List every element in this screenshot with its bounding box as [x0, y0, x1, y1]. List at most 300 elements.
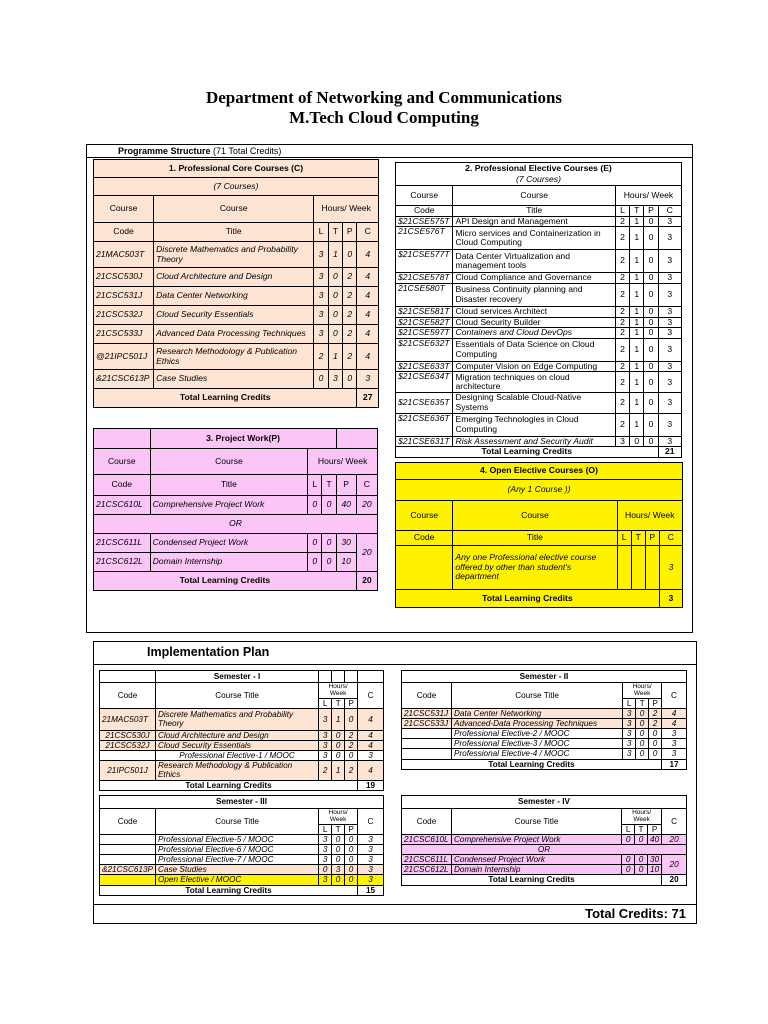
credits: 4: [357, 242, 379, 268]
hours-t: 0: [635, 855, 648, 865]
hours-p: 0: [649, 729, 662, 739]
table-row: [396, 436, 682, 447]
credits: 4: [357, 325, 379, 344]
divider: [93, 664, 697, 665]
table-row: [396, 317, 682, 328]
hours-p: 30: [648, 855, 662, 865]
table-row: [94, 370, 379, 389]
hours-t: 1: [332, 761, 345, 780]
hours-t: 0: [322, 553, 336, 572]
credits: 20: [356, 496, 377, 515]
credits: 20: [662, 855, 687, 875]
col-code: Code: [100, 683, 156, 709]
course-code: 21CSC532J: [94, 306, 154, 325]
course-title: Open Elective / MOOC: [155, 875, 318, 885]
credits: 3: [662, 739, 687, 749]
hours-t: 0: [322, 534, 336, 553]
hours-t: 1: [630, 413, 644, 436]
hours-p: 0: [644, 216, 658, 227]
hours-l: 2: [615, 250, 629, 273]
credits: 3: [662, 749, 687, 759]
course-code: 21CSC611L: [94, 534, 151, 553]
hours-p: 40: [648, 834, 662, 844]
credits: 3: [659, 546, 682, 590]
hours-l: 3: [314, 268, 328, 287]
hours-p: 0: [644, 328, 658, 339]
course-code: 21CSC610L: [94, 496, 151, 515]
project-col-code: Course: [94, 449, 151, 475]
table-row: [396, 328, 682, 339]
course-title: Condensed Project Work: [150, 534, 308, 553]
hours-p: 0: [644, 372, 658, 393]
hours-l: 2: [615, 283, 629, 306]
course-code: @21IPC501J: [94, 344, 154, 370]
course-title: Case Studies: [155, 865, 318, 875]
hours-l: 0: [622, 834, 635, 844]
course-code: &21CSC613P: [100, 865, 156, 875]
course-code: $21CSE635T: [396, 393, 453, 413]
course-code: 21CSC533J: [94, 325, 154, 344]
course-title: Professional Elective-2 / MOOC: [451, 729, 622, 739]
hours-t: 0: [328, 306, 342, 325]
hours-t: 0: [328, 287, 342, 306]
project-col-hours: Hours/ Week: [308, 449, 378, 475]
course-code: 21CSC531J: [402, 708, 452, 718]
hours-l: 2: [615, 338, 629, 361]
credits: 3: [658, 250, 681, 273]
hours-l: 2: [615, 413, 629, 436]
hours-t: 1: [630, 317, 644, 328]
credits: 3: [658, 413, 681, 436]
project-col-c: C: [356, 475, 377, 496]
elective-courses-table: [395, 162, 682, 458]
hours-t: 1: [630, 393, 644, 413]
or-separator: OR: [402, 844, 687, 854]
hours-t: 1: [332, 708, 345, 730]
hours-l: 3: [314, 242, 328, 268]
col-p: P: [345, 824, 358, 834]
open-total: 3: [659, 590, 682, 608]
total-label: Total Learning Credits: [100, 780, 358, 790]
course-code: 21MAC503T: [94, 242, 154, 268]
open-title: 4. Open Elective Courses (O): [396, 463, 683, 480]
table-row: [396, 413, 682, 436]
col-l: L: [623, 698, 636, 708]
hours-l: 2: [615, 361, 629, 372]
credits: 4: [358, 761, 384, 780]
hours-p: 2: [343, 325, 357, 344]
hours-l: 3: [615, 436, 629, 447]
credits: 20: [662, 834, 687, 844]
table-row: [100, 761, 384, 780]
grand-total-credits: Total Credits: 71: [585, 906, 686, 921]
course-code: 21CSE580T: [396, 283, 453, 306]
hours-l: 0: [308, 553, 322, 572]
core-col-l: L: [314, 223, 328, 242]
course-code: $21CSE634T: [396, 372, 453, 393]
course-title: Discrete Mathematics and Probability Theory: [154, 242, 314, 268]
core-col-t: T: [328, 223, 342, 242]
course-title: Cloud Security Builder: [453, 317, 615, 328]
table-row: [402, 708, 687, 718]
hours-p: 0: [343, 242, 357, 268]
core-total-label: Total Learning Credits: [94, 389, 357, 408]
open-col-title2: Title: [453, 531, 617, 546]
hours-t: 1: [630, 361, 644, 372]
table-row: [100, 834, 384, 844]
hours-t: 0: [332, 751, 345, 761]
course-title: Cloud Architecture and Design: [154, 268, 314, 287]
hours-t: 1: [328, 344, 342, 370]
hours-p: 0: [343, 370, 357, 389]
or-separator: OR: [94, 515, 378, 534]
course-code: 21CSC531J: [94, 287, 154, 306]
core-col-title2: Title: [154, 223, 314, 242]
project-title: 3. Project Work(P): [150, 429, 336, 449]
hours-t: 0: [636, 718, 649, 728]
course-title: Cloud Architecture and Design: [155, 730, 318, 740]
project-total: 20: [356, 572, 377, 591]
semester-total: 20: [662, 875, 687, 885]
table-row: [94, 553, 378, 572]
semester-1-table: [99, 670, 384, 791]
table-row: [94, 242, 379, 268]
hours-t: 0: [635, 834, 648, 844]
credits: 3: [357, 370, 379, 389]
hours-p: 2: [343, 287, 357, 306]
table-row: [402, 834, 687, 844]
credits: 3: [358, 875, 384, 885]
course-code: 21CSC530J: [100, 730, 156, 740]
course-code: $21CSE633T: [396, 361, 453, 372]
course-code: $21CSE597T: [396, 328, 453, 339]
project-col-title2: Title: [150, 475, 308, 496]
course-code: [100, 751, 156, 761]
course-code: 21CSC611L: [402, 855, 452, 865]
course-title: Business Continuity planning and Disaster recovery: [453, 283, 615, 306]
col-course-title: Course Title: [451, 683, 622, 709]
elective-col-hours: Hours/ Week: [615, 186, 681, 206]
hours-l: 0: [308, 496, 322, 515]
semester-title: Semester - IV: [402, 796, 687, 809]
hours-t: 0: [636, 749, 649, 759]
course-code: [100, 875, 156, 885]
table-row: [100, 708, 384, 730]
project-col-l: L: [308, 475, 322, 496]
credits: 3: [658, 372, 681, 393]
course-title: Data Center Networking: [154, 287, 314, 306]
total-label: Total Learning Credits: [402, 875, 662, 885]
course-title: Research Methodology & Publication Ethics: [154, 344, 314, 370]
course-title: Cloud Compliance and Governance: [453, 273, 615, 284]
credits: 3: [358, 834, 384, 844]
course-title: Discrete Mathematics and Probability Theory: [155, 708, 318, 730]
table-row: [100, 875, 384, 885]
hours-p: 2: [343, 344, 357, 370]
hours-p: 0: [644, 338, 658, 361]
col-code: Code: [100, 809, 156, 835]
semester-total: 19: [358, 780, 384, 790]
course-code: $21CSE578T: [396, 273, 453, 284]
course-code: 21CSC533J: [402, 718, 452, 728]
elective-subtitle: (7 Courses): [396, 175, 682, 186]
col-hours: Hours/ Week: [622, 809, 662, 825]
open-col-title: Course: [453, 501, 617, 531]
col-hours: Hours/ Week: [319, 683, 358, 699]
hours-l: 3: [319, 708, 332, 730]
credits: 3: [658, 273, 681, 284]
hours-p: 0: [345, 855, 358, 865]
course-title: Designing Scalable Cloud-Native Systems: [453, 393, 615, 413]
table-row: [402, 718, 687, 728]
credits: 4: [357, 306, 379, 325]
col-t: T: [332, 824, 345, 834]
hours-t: 0: [635, 865, 648, 875]
hours-l: 3: [623, 718, 636, 728]
semester-title: Semester - II: [402, 671, 687, 683]
table-row: [396, 283, 682, 306]
course-code: $21CSE632T: [396, 338, 453, 361]
semester-2-table: [401, 670, 687, 770]
course-code: 21CSC532J: [100, 740, 156, 750]
hours-t: 0: [322, 496, 336, 515]
divider: [86, 157, 693, 158]
credits: 4: [662, 718, 687, 728]
hours-p: 0: [644, 393, 658, 413]
hours-t: 1: [630, 250, 644, 273]
hours-l: 3: [319, 834, 332, 844]
col-l: L: [319, 698, 332, 708]
course-code: &21CSC613P: [94, 370, 154, 389]
credits: 3: [658, 216, 681, 227]
col-hours: Hours/ Week: [623, 683, 662, 699]
credits: 3: [658, 361, 681, 372]
project-col-code2: Code: [94, 475, 151, 496]
col-code: Code: [402, 809, 452, 835]
open-col-hours: Hours/ Week: [617, 501, 682, 531]
open-elective-table: [395, 462, 683, 608]
credits: 4: [357, 268, 379, 287]
course-title: Advanced-Data Processing Techniques: [451, 718, 622, 728]
open-col-l: L: [617, 531, 631, 546]
course-code: $21CSE581T: [396, 306, 453, 317]
table-row: [396, 227, 682, 250]
open-col-t: T: [631, 531, 645, 546]
course-title: Comprehensive Project Work: [150, 496, 308, 515]
hours-t: 0: [636, 739, 649, 749]
hours-l: 2: [615, 227, 629, 250]
project-col-title: Course: [150, 449, 308, 475]
hours-l: 2: [615, 216, 629, 227]
col-course-title: Course Title: [155, 683, 318, 709]
hours-p: 0: [644, 413, 658, 436]
core-col-code: Course: [94, 196, 154, 223]
course-code: 21CSC612L: [94, 553, 151, 572]
course-title: Condensed Project Work: [451, 855, 621, 865]
hours-l: 2: [615, 328, 629, 339]
course-title: Risk Assessment and Security Audit: [453, 436, 615, 447]
hours-l: 3: [319, 844, 332, 854]
credits: 3: [358, 855, 384, 865]
hours-l: 0: [622, 865, 635, 875]
table-row: [94, 306, 379, 325]
hours-p: 0: [644, 283, 658, 306]
table-row: [100, 865, 384, 875]
core-col-c: C: [357, 223, 379, 242]
hours-p: 0: [644, 273, 658, 284]
hours-t: 0: [332, 730, 345, 740]
elective-title: 2. Professional Elective Courses (E): [396, 163, 682, 175]
hours-p: 2: [345, 740, 358, 750]
hours-t: 0: [332, 875, 345, 885]
credits: 3: [658, 436, 681, 447]
course-code: [402, 739, 452, 749]
col-t: T: [636, 698, 649, 708]
hours-p: 2: [345, 730, 358, 740]
project-work-table: [93, 428, 378, 591]
col-l: L: [319, 824, 332, 834]
structure-label: Programme Structure: [118, 146, 211, 156]
hours-p: 2: [649, 718, 662, 728]
credits: 3: [658, 306, 681, 317]
hours-p: 10: [336, 553, 356, 572]
course-code: 21CSC610L: [402, 834, 452, 844]
hours-t: 1: [630, 283, 644, 306]
course-code: [100, 834, 156, 844]
hours-t: 1: [630, 273, 644, 284]
course-code: 21IPC501J: [100, 761, 156, 780]
elective-col-title: Course: [453, 186, 615, 206]
table-row: [402, 729, 687, 739]
hours-l: 2: [615, 393, 629, 413]
elective-col-code2: Code: [396, 206, 453, 217]
course-title: Essentials of Data Science on Cloud Computing: [453, 338, 615, 361]
hours-t: 1: [630, 372, 644, 393]
project-col-p: P: [336, 475, 356, 496]
hours-t: 1: [328, 242, 342, 268]
col-hours: Hours/ Week: [319, 809, 358, 825]
hours-t: 1: [630, 227, 644, 250]
hours-t: 0: [636, 729, 649, 739]
core-total: 27: [357, 389, 379, 408]
table-row: [94, 325, 379, 344]
hours-l: 3: [319, 875, 332, 885]
hours-l: 0: [314, 370, 328, 389]
hours-p: 10: [648, 865, 662, 875]
col-p: P: [345, 698, 358, 708]
table-row: [100, 855, 384, 865]
col-l: L: [622, 824, 635, 834]
elective-col-code: Course: [396, 186, 453, 206]
credits: 4: [358, 740, 384, 750]
table-row: [396, 250, 682, 273]
hours-t: 0: [328, 268, 342, 287]
hours-l: 0: [622, 855, 635, 865]
course-title: Professional Elective-7 / MOOC: [155, 855, 318, 865]
hours-p: 2: [343, 268, 357, 287]
course-title: Research Methodology & Publication Ethics: [155, 761, 318, 780]
credits: 3: [658, 227, 681, 250]
table-row: [402, 749, 687, 759]
core-courses-table: [93, 159, 379, 408]
course-title: Emerging Technologies in Cloud Computing: [453, 413, 615, 436]
table-row: [94, 496, 378, 515]
hours-l: 0: [308, 534, 322, 553]
hours-p: 0: [644, 306, 658, 317]
course-code: $21CSE582T: [396, 317, 453, 328]
hours-l: 3: [623, 729, 636, 739]
core-subtitle: (7 Courses): [94, 178, 379, 196]
course-title: Professional Elective-3 / MOOC: [451, 739, 622, 749]
course-title: Professional Elective-6 / MOOC: [155, 844, 318, 854]
course-title: Cloud Security Essentials: [155, 740, 318, 750]
table-row: [402, 865, 687, 875]
semester-3-table: [99, 795, 384, 896]
hours-p: 0: [644, 361, 658, 372]
table-row: [396, 216, 682, 227]
open-total-label: Total Learning Credits: [396, 590, 660, 608]
course-code: 21CSC612L: [402, 865, 452, 875]
project-total-label: Total Learning Credits: [94, 572, 357, 591]
course-title: Cloud Security Essentials: [154, 306, 314, 325]
open-subtitle: (Any 1 Course )): [396, 480, 683, 501]
hours-l: 2: [615, 317, 629, 328]
credits: 3: [658, 317, 681, 328]
course-code: [402, 749, 452, 759]
course-code: 21MAC503T: [100, 708, 156, 730]
core-col-p: P: [343, 223, 357, 242]
credits: 4: [357, 344, 379, 370]
hours-l: 2: [319, 761, 332, 780]
elective-total: 21: [658, 447, 681, 458]
table-row: [396, 306, 682, 317]
elective-col-t: T: [630, 206, 644, 217]
hours-l: 3: [319, 730, 332, 740]
hours-l: 3: [623, 708, 636, 718]
course-title: Professional Elective-4 / MOOC: [451, 749, 622, 759]
hours-l: 2: [615, 372, 629, 393]
hours-p: 2: [343, 306, 357, 325]
credits: 4: [358, 730, 384, 740]
department-title: Department of Networking and Communications: [205, 88, 563, 107]
hours-t: 0: [332, 855, 345, 865]
hours-l: 2: [615, 273, 629, 284]
col-course-title: Course Title: [155, 809, 318, 835]
course-code: $21CSE577T: [396, 250, 453, 273]
course-code: 21CSE576T: [396, 227, 453, 250]
col-t: T: [635, 824, 648, 834]
hours-t: 0: [328, 325, 342, 344]
credits: 3: [358, 865, 384, 875]
table-row: [94, 287, 379, 306]
semester-title: Semester - III: [100, 796, 384, 809]
hours-l: 3: [319, 855, 332, 865]
course-title: Advanced Data Processing Techniques: [154, 325, 314, 344]
table-row: [396, 361, 682, 372]
hours-l: 2: [314, 344, 328, 370]
table-row: [94, 344, 379, 370]
table-row: [94, 268, 379, 287]
table-row: [396, 372, 682, 393]
hours-t: 1: [630, 328, 644, 339]
open-col-c: C: [659, 531, 682, 546]
semester-total: 15: [358, 885, 384, 895]
total-label: Total Learning Credits: [100, 885, 358, 895]
col-t: T: [332, 698, 345, 708]
hours-p: 0: [649, 749, 662, 759]
hours-t: 3: [328, 370, 342, 389]
hours-p: 0: [345, 865, 358, 875]
